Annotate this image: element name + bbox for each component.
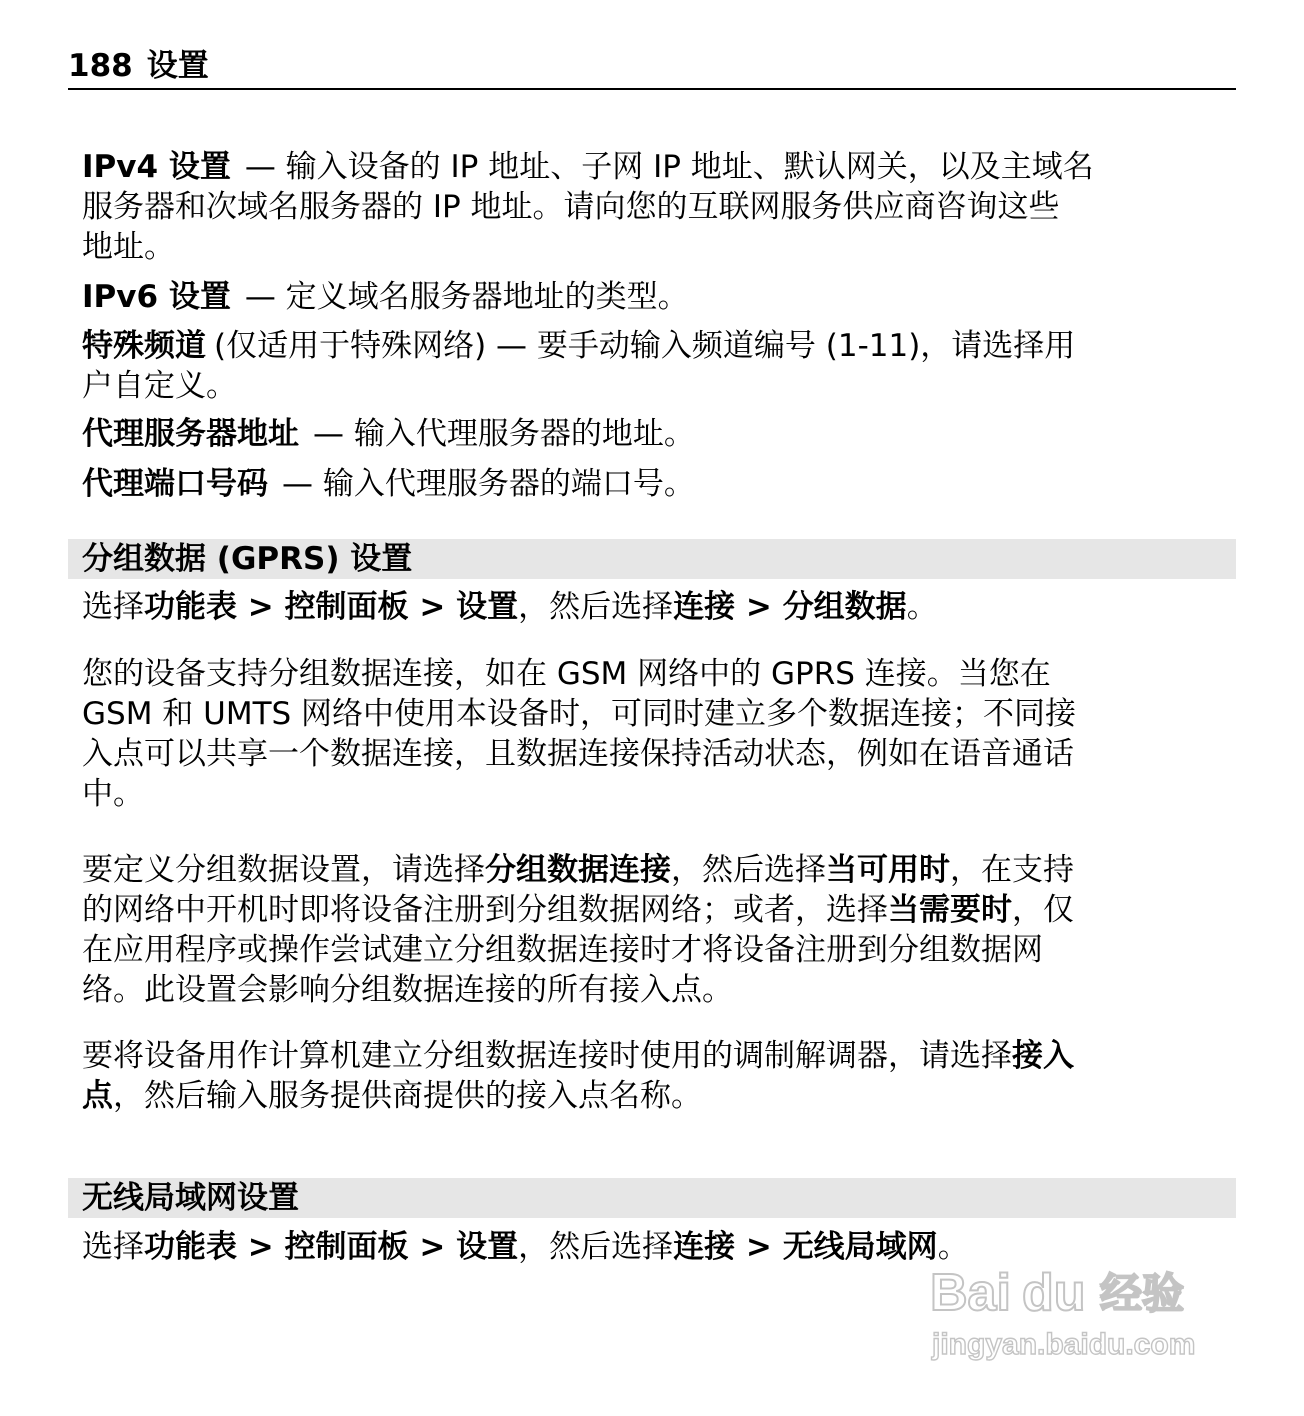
special-channel-desc-line2: 户自定义。	[82, 368, 237, 404]
gprs-paragraph-1	[82, 654, 1232, 814]
wlan-section-title: 无线局域网设置	[82, 1180, 299, 1216]
svg-text:Bai: Bai	[930, 1264, 1011, 1322]
svg-text:经验: 经验	[1100, 1270, 1185, 1317]
nav-separator: >	[735, 589, 783, 625]
page-header	[68, 46, 1236, 90]
special-channel-term: 特殊频道	[82, 328, 206, 364]
ipv6-definition	[82, 277, 1232, 317]
ipv4-desc-line1: — 输入设备的 IP 地址、子网 IP 地址、默认网关，以及主域名	[244, 149, 1094, 185]
nav-end: 。	[937, 1229, 969, 1265]
special-channel-desc-line1: (仅适用于特殊网络) — 要手动输入频道编号 (1-11)，请选择用	[214, 328, 1076, 364]
ipv6-term: IPv6 设置	[82, 279, 231, 315]
option-packet-data-connection: 分组数据连接	[485, 852, 671, 888]
page-number: 188	[68, 48, 133, 84]
paragraph-line: 在应用程序或操作尝试建立分组数据连接时才将设备注册到分组数据网	[82, 932, 1043, 968]
nav-control-panel: 控制面板	[284, 1229, 409, 1265]
ipv4-desc-line3: 地址。	[82, 229, 175, 265]
nav-connection: 连接	[673, 589, 736, 625]
nav-separator: >	[237, 1229, 285, 1265]
nav-connection: 连接	[673, 1229, 736, 1265]
text-run: 要将设备用作计算机建立分组数据连接时使用的调制解调器，请选择	[82, 1038, 1012, 1074]
option-access-point: 接入	[1012, 1038, 1074, 1074]
nav-separator: >	[408, 1229, 457, 1265]
text-run: ，仅	[1012, 892, 1074, 928]
svg-text:du: du	[1022, 1264, 1086, 1322]
paragraph-line: 入点可以共享一个数据连接，且数据连接保持活动状态，例如在语音通话	[82, 736, 1074, 772]
special-channel-definition	[82, 326, 1232, 406]
proxy-address-term: 代理服务器地址	[82, 416, 299, 452]
nav-separator: >	[735, 1229, 783, 1265]
nav-end: 。	[906, 589, 938, 625]
proxy-address-desc: — 输入代理服务器的地址。	[313, 416, 695, 452]
nav-separator: >	[408, 589, 457, 625]
ipv4-desc-line2: 服务器和次域名服务器的 IP 地址。请向您的互联网服务供应商咨询这些	[82, 189, 1060, 225]
nav-settings: 设置	[456, 589, 519, 625]
nav-wlan: 无线局域网	[782, 1229, 938, 1265]
nav-control-panel: 控制面板	[284, 589, 409, 625]
ipv4-term: IPv4 设置	[82, 149, 231, 185]
nav-prefix: 选择	[82, 589, 144, 625]
baidu-jingyan-watermark	[928, 1258, 1228, 1368]
nav-settings: 设置	[456, 1229, 519, 1265]
svg-text:jingyan.baidu.com: jingyan.baidu.com	[932, 1328, 1196, 1361]
nav-then-select: ，然后选择	[518, 1229, 674, 1265]
gprs-nav-path	[82, 587, 1232, 627]
gprs-paragraph-2	[82, 850, 1232, 1010]
paragraph-line: GSM 和 UMTS 网络中使用本设备时，可同时建立多个数据连接；不同接	[82, 696, 1077, 732]
text-run: ，在支持	[950, 852, 1074, 888]
proxy-port-term: 代理端口号码	[82, 466, 268, 502]
gprs-section-title: 分组数据 (GPRS) 设置	[82, 541, 413, 577]
paragraph-line: 络。此设置会影响分组数据连接的所有接入点。	[82, 972, 733, 1008]
ipv4-definition	[82, 147, 1232, 267]
ipv6-desc: — 定义域名服务器地址的类型。	[244, 279, 689, 315]
watermark-logo-icon	[928, 1258, 1228, 1368]
nav-menu: 功能表	[144, 589, 237, 625]
text-run: 的网络中开机时即将设备注册到分组数据网络；或者，选择	[82, 892, 888, 928]
option-access-point-end: 点	[82, 1078, 113, 1114]
text-run: ，然后选择	[671, 852, 826, 888]
nav-then-select: ，然后选择	[518, 589, 674, 625]
text-run: 要定义分组数据设置，请选择	[82, 852, 485, 888]
nav-packet-data: 分组数据	[782, 589, 907, 625]
nav-menu: 功能表	[144, 1229, 237, 1265]
paragraph-line: 您的设备支持分组数据连接，如在 GSM 网络中的 GPRS 连接。当您在	[82, 656, 1051, 692]
page-title: 设置	[146, 48, 209, 84]
option-when-needed: 当需要时	[888, 892, 1012, 928]
gprs-section-heading	[68, 539, 1236, 579]
paragraph-line: 中。	[82, 776, 144, 812]
proxy-port-desc: — 输入代理服务器的端口号。	[282, 466, 695, 502]
option-when-available: 当可用时	[826, 852, 950, 888]
wlan-section-heading	[68, 1178, 1236, 1218]
gprs-paragraph-3	[82, 1036, 1232, 1116]
nav-separator: >	[237, 589, 285, 625]
nav-prefix: 选择	[82, 1229, 144, 1265]
text-run: ，然后输入服务提供商提供的接入点名称。	[113, 1078, 702, 1114]
proxy-port-definition	[82, 464, 1232, 504]
proxy-address-definition	[82, 414, 1232, 454]
